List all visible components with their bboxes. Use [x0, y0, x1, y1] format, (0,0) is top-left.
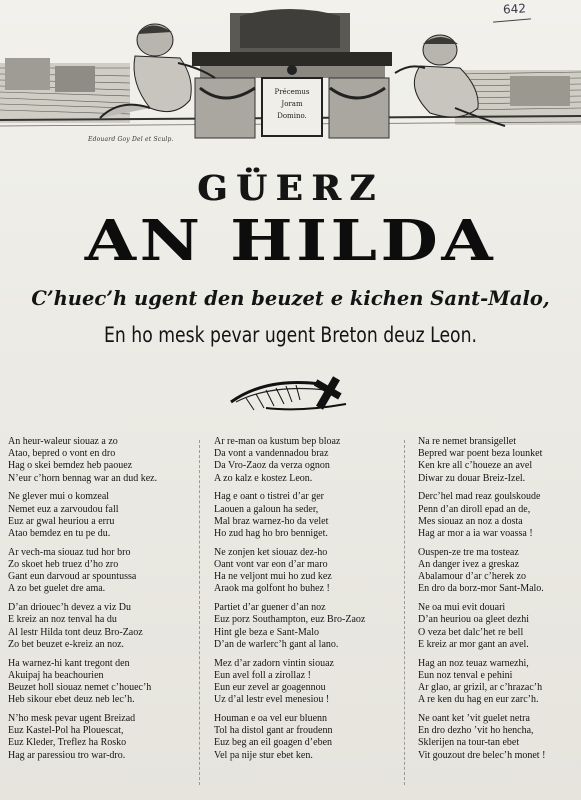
stanza: [8, 602, 188, 651]
verse-line: Beuzet holl siouaz nemet c’houec’h: [8, 682, 152, 694]
engraver-credit: Edouard Goy Del et Sculp.: [88, 136, 174, 143]
subtitle-line-2: En ho mesk pevar ugent Breton deuz Leon.: [104, 323, 477, 347]
verse-line: Sklerijen na tour-tan ebet: [418, 737, 520, 749]
verse-line: Ne glever mui o komzeal: [8, 491, 110, 503]
verse-line: Atao bemdez en tu pe du.: [8, 528, 111, 540]
poem-column-2: [214, 436, 394, 768]
verse-line: Partiet d’ar guener d’an noz: [214, 602, 326, 614]
verse-line: Euz ar gwal heuriou a erru: [8, 515, 115, 527]
verse-line: Zo bet beuzet e-kreiz an noz.: [8, 638, 125, 650]
verse-line: Euz Kleder, Treflez ha Rosko: [8, 737, 127, 749]
verse-line: Na re nemet bransigellet: [418, 436, 517, 447]
verse-line: Eun eur zevel ar goagennou: [214, 682, 326, 694]
verse-line: Zo skoet heb truez d’ho zro: [8, 559, 119, 571]
verse-line: Eun noz tenval e pehini: [418, 669, 513, 681]
verse-line: Ne zonjen ket siouaz dez-ho: [214, 546, 328, 558]
verse-line: Derc’hel mad reaz goulskoude: [418, 491, 541, 503]
title-an-hilda: AN HILDA: [84, 208, 497, 274]
stanza: [214, 491, 394, 540]
header-engraving: [0, 8, 581, 148]
poem-column-1: [8, 436, 188, 768]
verse-line: Hint gle beza e Sant-Malo: [214, 626, 319, 638]
verse-line: Abalamour d’ar c’herek zo: [418, 571, 526, 583]
verse-line: Euz porz Southampton, euz Bro-Zaoz: [214, 614, 366, 626]
verse-line: Hag e oant o tistrei d’ar ger: [214, 491, 324, 503]
tomb-inscription-line-1: Précemus: [274, 88, 310, 96]
verse-line: E kreiz ar mor gant an avel.: [418, 638, 529, 650]
verse-line: Ho zud hag ho bro benniget.: [214, 528, 328, 540]
verse-line: Vel pa nije stur ebet ken.: [214, 749, 313, 761]
verse-line: Euz Kastel-Pol ha Plouescat,: [8, 725, 124, 737]
stanza: [418, 658, 578, 707]
stanza: [8, 547, 188, 596]
verse-line: Diwar zu douar Breiz-Izel.: [418, 472, 526, 484]
stanza: [418, 602, 578, 651]
verse-line: Mes siouaz an noz a dosta: [418, 515, 523, 527]
verse-line: En dro da borz-mor Sant-Malo.: [418, 583, 544, 595]
verse-line: A re ken du hag en eur zarc’h.: [418, 694, 539, 706]
stanza: [8, 491, 188, 540]
verse-line: Araok ma golfont ho buhez !: [214, 583, 330, 595]
feather-cross-ornament-icon: [226, 372, 356, 414]
verse-line: D’an heuriou oa gleet dezhi: [418, 614, 530, 626]
stanza: [8, 658, 188, 707]
verse-line: Hag an noz teuaz warnezhi,: [418, 657, 529, 669]
verse-line: Laouen a galoun ha seder,: [214, 503, 319, 515]
stanza: [418, 713, 578, 762]
verse-line: Hag ar paressiou tro war-dro.: [8, 749, 126, 761]
verse-line: Heb sikour ebet deuz neb lec’h.: [8, 694, 135, 706]
verse-line: Ar re-man oa kustum bep bloaz: [214, 436, 341, 447]
verse-line: An heur-waleur siouaz a zo: [8, 436, 118, 447]
stanza: [418, 491, 578, 540]
stanza: [418, 436, 578, 485]
verse-line: Mal braz warnez-ho da velet: [214, 515, 329, 527]
tomb-inscription-line-2: Joram: [281, 100, 303, 108]
verse-line: Ken kre all c’houeze an avel: [418, 460, 533, 472]
verse-line: Mez d’ar zadorn vintin siouaz: [214, 657, 334, 669]
stanza: [214, 658, 394, 707]
verse-line: D’an driouec’h devez a viz Du: [8, 602, 131, 614]
verse-line: Uz d’al lestr evel menesiou !: [214, 694, 330, 706]
column-divider-2: [404, 440, 405, 785]
verse-line: O veza bet dalc’het re bell: [418, 626, 524, 638]
verse-line: Ha ne veljont mui ho zud kez: [214, 571, 332, 583]
verse-line: Al lestr Hilda tont deuz Bro-Zaoz: [8, 626, 143, 638]
stanza: [8, 713, 188, 762]
stanza: [214, 602, 394, 651]
stanza: [214, 547, 394, 596]
verse-line: Ha warnez-hi kant tregont den: [8, 657, 130, 669]
verse-line: Ar glao, ar grizil, ar c’hrazac’h: [418, 682, 543, 694]
verse-line: Nemet euz a zarvoudou fall: [8, 503, 119, 515]
verse-line: Oant vont var eon d’ar maro: [214, 559, 328, 571]
stanza: [214, 713, 394, 762]
verse-line: Da Vro-Zaoz da verza ognon: [214, 460, 330, 472]
verse-line: Ar vech-ma siouaz tud hor bro: [8, 546, 131, 558]
verse-line: N’ho mesk pevar ugent Breizad: [8, 713, 136, 725]
verse-line: Ne oant ket ’vit guelet netra: [418, 713, 530, 725]
verse-line: E kreiz an noz tenval ha du: [8, 614, 117, 626]
verse-line: Hag o skei bemdez heb paouez: [8, 460, 133, 472]
verse-line: D’an de warlerc’h gant al lano.: [214, 638, 339, 650]
verse-line: Hag ar mor a ia war voassa !: [418, 528, 533, 540]
poem-column-3: [418, 436, 578, 768]
verse-line: Da vont a vandennadou braz: [214, 448, 329, 460]
stanza: [418, 547, 578, 596]
verse-line: Vit gouzout dre belec’h monet !: [418, 749, 546, 761]
archive-number: 642: [502, 1, 527, 17]
verse-line: Penn d’an diroll epad an de,: [418, 503, 531, 515]
title-guerz: GÜERZ: [197, 168, 384, 209]
subtitle-line-1: C’huec’h ugent den beuzet e kichen Sant-Malo,: [31, 287, 550, 310]
verse-line: Ouspen-ze tre ma tosteaz: [418, 546, 519, 558]
tomb-inscription-line-3: Domino.: [277, 112, 307, 120]
verse-line: Ne oa mui evit douari: [418, 602, 506, 614]
verse-line: Euz beg an eil goagen d’eben: [214, 737, 333, 749]
verse-line: Gant eun darvoud ar spountussa: [8, 571, 137, 583]
stanza: [214, 436, 394, 485]
column-divider-1: [199, 440, 200, 785]
verse-line: Eun avel foll a zirollaz !: [214, 669, 311, 681]
verse-line: A zo kalz e kostez Leon.: [214, 472, 313, 484]
verse-line: N’eur c’horn bennag war an dud kez.: [8, 472, 158, 484]
verse-line: A zo bet guelet dre ama.: [8, 583, 106, 595]
verse-line: Tol ha distol gant ar froudenn: [214, 725, 333, 737]
verse-line: Bepred war poent beza lounket: [418, 448, 543, 460]
verse-line: En dro dezho ’vit ho hencha,: [418, 725, 534, 737]
verse-line: An danger ivez a greskaz: [418, 559, 520, 571]
stanza: [8, 436, 188, 485]
verse-line: Akuipaj ha beachourien: [8, 669, 104, 681]
verse-line: Atao, bepred o vont en dro: [8, 448, 116, 460]
verse-line: Houman e oa vel eur bluenn: [214, 713, 328, 725]
